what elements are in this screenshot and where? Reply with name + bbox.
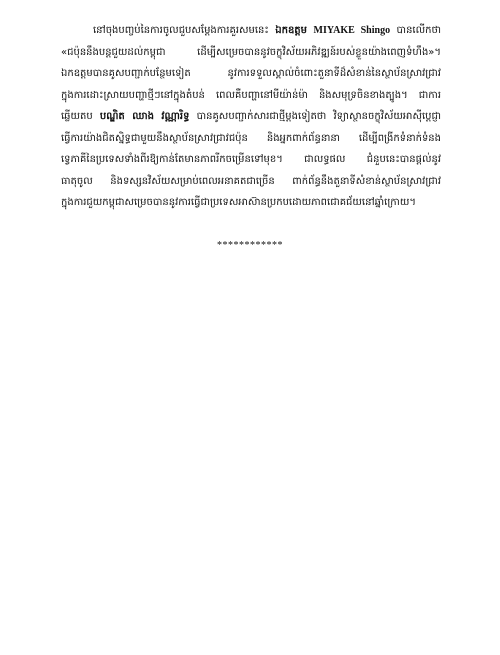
paragraph-line: ទ្វេភាគីនៃប្រទេសទាំងពីរឱ្យកាន់តែមានភាពរីកចម្រើនទៅមុខ។ ជាលទ្ធផល ជំនួបនេះបានផ្តល់នូវ — [61, 154, 441, 165]
body-paragraph — [61, 20, 441, 214]
paragraph-line: ធ្វើការយ៉ាងជិតស្និទ្ធជាមួយនឹងស្ថាប័នស្រាវជ្រាវជប៉ុន និងអ្នកពាក់ព័ន្ធនានា ដើម្បីពង្រីកទំនាក់ទំនង — [61, 132, 441, 144]
paragraph-line — [61, 106, 441, 128]
paragraph-line — [61, 20, 441, 42]
line-text: បានលើកថា — [390, 25, 441, 36]
paragraph-line: ឯកឧត្តមបានគូសបញ្ជាក់បន្ថែមទៀត នូវការទទួលស្គាល់ចំពោះតួនាទីដ៏សំខាន់នៃស្ថាប័នស្រាវជ្រាវ — [61, 68, 441, 79]
end-separator: ************ — [217, 240, 283, 251]
paragraph-line: ក្នុងការជួយកម្ពុជាសម្រេចបាននូវការធ្វើជាប្រទេសអាស៊ានប្រកបដោយភាពជោគជ័យនៅឆ្នាំក្រោយ។ — [61, 197, 416, 208]
line-text: នៅចុងបញ្ចប់នៃការចូលជួបសម្តែងការគួរសមនេះ — [93, 25, 276, 36]
paragraph-line: «ជប៉ុននឹងបន្តជួយដល់កម្ពុជា ដើម្បីសម្រេចបាននូវចក្ខុវិស័យអភិវឌ្ឍន៍របស់ខ្លួនយ៉ាងពេញទំហឹង»។ — [61, 46, 441, 58]
line-text: ឆ្លើយតប — [61, 111, 100, 122]
line-text: បានគូសបញ្ជាក់សារជាថ្មីម្តងទៀតថា វិទ្យាស្ថានចក្ខុវិស័យអាស៊ីប្តេជ្ញា — [189, 111, 441, 122]
paragraph-line: ក្នុងការដោះស្រាយបញ្ហាថ្មីៗនៅក្នុងតំបន់ ពេលគឺបញ្ហានៅមីយ៉ាន់ម៉ា និងសមុទ្រចិនខាងត្បូង។ ជាការ — [61, 89, 441, 101]
honorific-title: ឯកឧត្តម — [275, 25, 308, 36]
director-name: បណ្ឌិត ឈាង វណ្ណារិទ្ធ — [99, 111, 190, 122]
paragraph-line: ធាតុចូល និងទស្សនវិស័យសម្រាប់ពេលអនាគតជាច្រើន ពាក់ព័ន្ធនឹងតួនាទីសំខាន់ស្ថាប័នស្រាវជ្រាវ — [61, 175, 441, 187]
ambassador-name: MIYAKE Shingo — [313, 25, 391, 36]
